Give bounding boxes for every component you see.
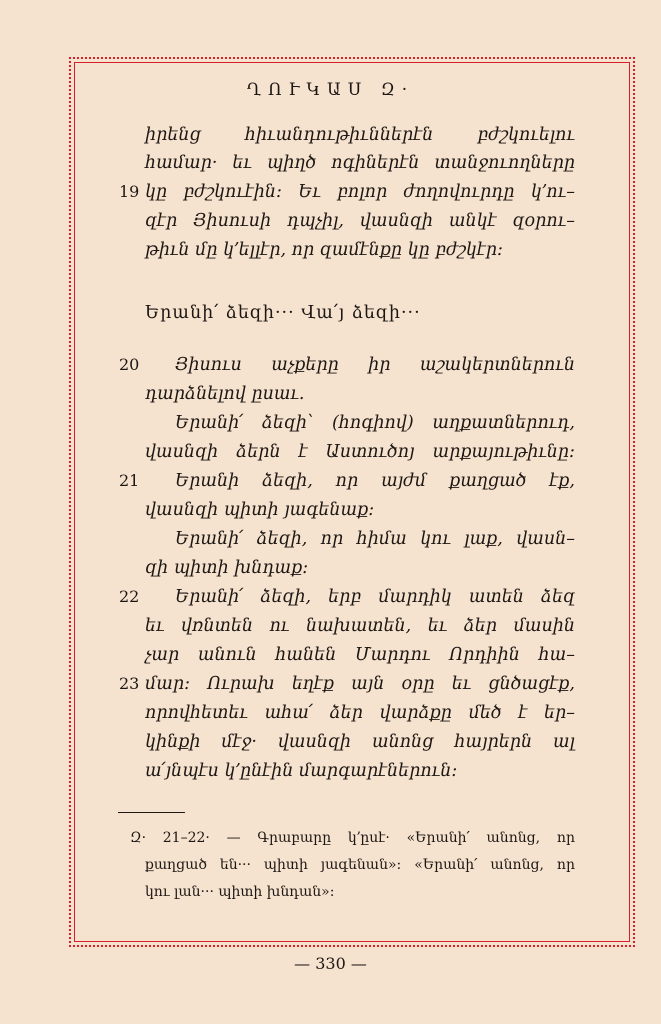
text-line: զի պիտի խնդաք։ xyxy=(145,558,309,578)
text-line: որովհետեւ ահա՛ ձեր վարձքը մեծ է եր– xyxy=(145,703,575,723)
verse-number: 19 xyxy=(119,182,140,201)
text-line: վասնզի պիտի յագենաք։ xyxy=(145,500,375,520)
text-line: վասնզի ձերն է Աստուծոյ արքայութիւնը։ xyxy=(145,442,575,462)
running-head: ՂՈՒԿԱՍ Զ· xyxy=(246,80,415,100)
footnote-line: կու լան··· պիտի խնդան»։ xyxy=(145,884,335,900)
text-line: թիւն մը կ՚ելլէր, որ զամէնքը կը բժշկէր։ xyxy=(145,240,503,260)
section-heading: Երանի՛ ձեզի··· Վա՛յ ձեզի··· xyxy=(145,303,421,323)
verse-number: 23 xyxy=(119,674,140,693)
footnote-line: քաղցած են··· պիտի յագենան»։ «Երանի՛ անոնց, որ xyxy=(145,857,575,873)
text-line: իրենց հիւանդութիւններէն բժշկուելու xyxy=(145,125,575,145)
text-line: եւ վռնտեն ու նախատեն, եւ ձեր մասին xyxy=(145,616,575,636)
text-line: զէր Յիսուսի դպչիլ, վասնզի անկէ զօրու– xyxy=(145,211,575,231)
text-line: ա՛յնպէս կ՚ընէին մարգարէներուն։ xyxy=(145,761,458,781)
text-line: Յիսուս աչքերը իր աշակերտներուն xyxy=(175,355,575,375)
text-line: Երանի՛ ձեզի, երբ մարդիկ ատեն ձեզ xyxy=(175,587,575,607)
text-line: համար· եւ պիղծ ոգիներէն տանջուողները xyxy=(145,153,575,173)
text-line: դարձնելով ըսաւ. xyxy=(145,384,305,404)
text-line: կը բժշկուէին։ Եւ բոլոր ժողովուրդը կ՚ու– xyxy=(145,182,575,202)
verse-number: 20 xyxy=(119,355,140,374)
text-line: Երանի ձեզի, որ այժմ քաղցած էք, xyxy=(175,471,575,491)
footnote-line: Զ· 21–22· — Գրաբարը կ՚ըսէ· «Երանի՛ անոնց, որ xyxy=(130,830,575,846)
text-line: մար։ Ուրախ եղէք այն օրը եւ ցնծացէք, xyxy=(145,674,575,694)
text-line: Երանի՛ ձեզի՝ (հոգիով) աղքատներուդ, xyxy=(175,413,575,433)
verse-number: 21 xyxy=(119,471,140,490)
verse-number: 22 xyxy=(119,587,140,606)
footnote-rule xyxy=(118,812,185,813)
page-number: — 330 — xyxy=(294,954,367,973)
text-line: չար անուն հանեն Մարդու Որդիին հա– xyxy=(145,645,575,665)
text-line: Երանի՛ ձեզի, որ հիմա կու լաք, վասն– xyxy=(175,529,575,549)
text-line: կինքի մէջ· վասնզի անոնց հայրերն ալ xyxy=(145,732,575,752)
